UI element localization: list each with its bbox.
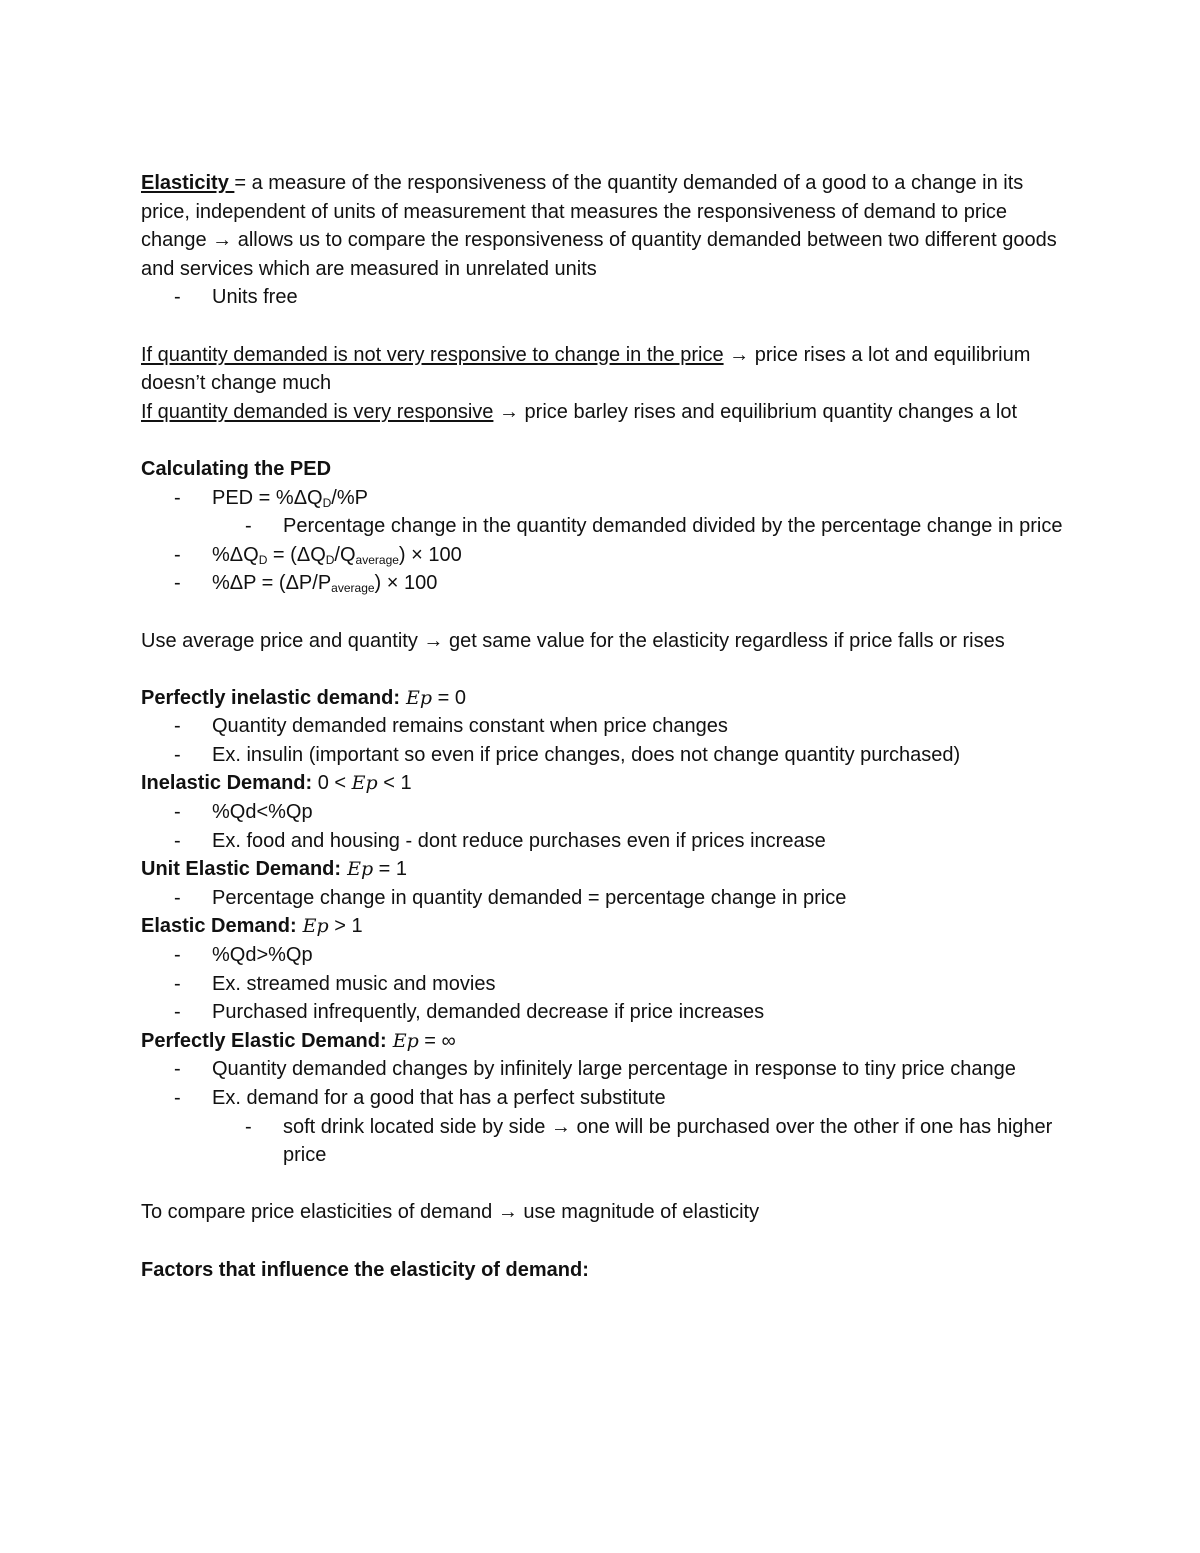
spacer xyxy=(141,312,1071,341)
price-change-formula: - $\%\Delta P = (\Delta P/P_{average}) \times 100$ xyxy=(141,569,1071,598)
dash-bullet: - xyxy=(174,1001,181,1024)
list-item: - Quantity demanded remains constant when price changes xyxy=(141,712,1071,741)
dash-bullet: - xyxy=(174,972,181,995)
elastic-heading: Elastic Demand: E𝑝 > 1 xyxy=(141,915,363,938)
dash-bullet: - xyxy=(174,286,181,309)
dash-bullet: - xyxy=(174,715,181,738)
elasticity-definition-text: = a measure of the responsiveness of the quantity demanded of a good to a change in its price, independent of units of measurement that measures the responsiveness of demand to price change → allows us to compare the responsiveness of quantity demanded between two different goods and services which are measured in unrelated units xyxy=(141,172,1057,280)
perfectly-inelastic-heading: Perfectly inelastic demand: E𝑝 = 0 xyxy=(141,686,466,709)
dash-bullet: - xyxy=(174,801,181,824)
dash-bullet: - xyxy=(174,829,181,852)
list-item: - %Qd>%Qp xyxy=(141,941,1071,970)
average-note: Use average price and quantity → get same value for the elasticity regardless if price falls or rises xyxy=(141,629,1005,652)
unit-elastic-heading: Unit Elastic Demand: E𝑝 = 1 xyxy=(141,858,408,881)
list-item: - Units free xyxy=(141,283,1071,312)
spacer xyxy=(141,1170,1071,1199)
dash-bullet: - xyxy=(174,1087,181,1109)
elasticity-definition xyxy=(141,169,1071,283)
dash-bullet: - xyxy=(174,743,181,766)
dash-bullet: - xyxy=(174,944,181,967)
inelastic-heading: Inelastic Demand: 0 < E𝑝 < 1 xyxy=(141,772,412,795)
dash-bullet: - xyxy=(174,886,181,909)
spacer xyxy=(141,426,1071,455)
perfectly-elastic-heading: Perfectly Elastic Demand: E𝑝 = ∞ xyxy=(141,1029,456,1052)
responsiveness-low: If quantity demanded is not very responsive to change in the price → price rises a lot and equilibrium doesn’t change much xyxy=(141,343,1031,395)
dash-bullet: - xyxy=(174,1058,181,1081)
list-item: - Ex. streamed music and movies xyxy=(141,970,1071,999)
list-item: - Percentage change in quantity demanded = percentage change in price xyxy=(141,884,1071,913)
list-item: - Ex. demand for a good that has a perfect substitute xyxy=(141,1084,1071,1113)
list-item: - Ex. insulin (important so even if price changes, does not change quantity purchased) xyxy=(141,741,1071,770)
quantity-change-formula: - $\%\Delta Q_D = (\Delta Q_D/Q_{average}) \times 100$ xyxy=(141,541,1071,570)
ped-formula-description: - Percentage change in the quantity demanded divided by the percentage change in price xyxy=(141,512,1071,541)
list-item: - Ex. food and housing - dont reduce purchases even if prices increase xyxy=(141,827,1071,856)
list-item: - %Qd<%Qp xyxy=(141,798,1071,827)
dash-bullet: - xyxy=(245,515,252,538)
list-item: - soft drink located side by side → one will be purchased over the other if one has higher price xyxy=(141,1113,1071,1170)
spacer xyxy=(141,1227,1071,1256)
dash-bullet: - xyxy=(174,572,181,595)
dash-bullet: - xyxy=(174,486,181,509)
factors-heading: Factors that influence the elasticity of demand: xyxy=(141,1258,589,1281)
responsiveness-high: If quantity demanded is very responsive → price barley rises and equilibrium quantity changes a lot xyxy=(141,400,1018,423)
spacer xyxy=(141,598,1071,627)
spacer xyxy=(141,655,1071,684)
document-body xyxy=(141,169,1071,1284)
dash-bullet: - xyxy=(245,1115,252,1138)
ped-formula: - PED = $\%\Delta Q_D/\%P$ xyxy=(141,484,1071,513)
dash-bullet: - xyxy=(174,543,181,566)
ped-heading: Calculating the PED xyxy=(141,457,332,480)
list-item: - Quantity demanded changes by infinitely large percentage in response to tiny price change xyxy=(141,1055,1071,1084)
compare-note: To compare price elasticities of demand → use magnitude of elasticity xyxy=(141,1201,760,1224)
list-item: - Purchased infrequently, demanded decrease if price increases xyxy=(141,998,1071,1027)
elasticity-term: Elasticity xyxy=(141,172,235,194)
